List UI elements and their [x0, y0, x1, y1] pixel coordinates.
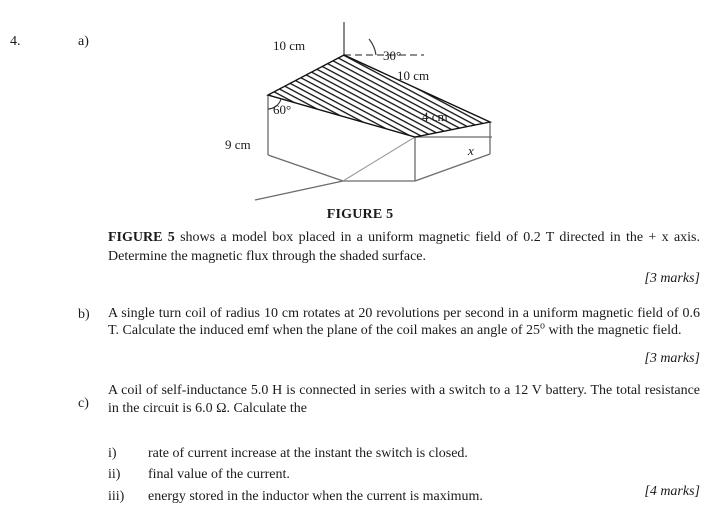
part-c-text: A coil of self-inductance 5.0 H is connected in series with a switch to a 12 V battery. The total resistance in the circuit is 6.0 Ω. Calculate the	[108, 383, 700, 416]
box-bottom-right-edge	[415, 154, 490, 181]
figure-label-axis-x: x	[468, 143, 474, 158]
angle-arc-30	[369, 39, 376, 55]
figure-label-angle-top: 30°	[383, 48, 402, 63]
part-a-body: shows a model box placed in a uniform magnetic field of 0.2 T directed in the + x axis. Determine the magnetic flux through the shaded surface.	[108, 230, 701, 264]
list-item	[108, 443, 700, 464]
figure-label-top-left-length: 10 cm	[273, 38, 306, 53]
list-item-text: rate of current increase at the instant the switch is closed.	[148, 446, 468, 461]
figure-label-left-height: 9 cm	[225, 137, 251, 152]
part-c-sublist	[108, 443, 700, 507]
list-item-numeral: iii)	[108, 488, 125, 504]
list-item	[108, 486, 700, 507]
part-c-marks: [4 marks]	[644, 484, 700, 499]
list-item-numeral: ii)	[108, 467, 121, 483]
part-b-marks: [3 marks]	[644, 351, 700, 366]
figure-label-angle-left: 60°	[273, 102, 292, 117]
part-a-marks: [3 marks]	[644, 271, 700, 286]
figure-label-right-height: 4 cm	[422, 109, 448, 124]
list-item	[108, 464, 700, 485]
y-axis-line	[255, 181, 343, 200]
shaded-inclined-surface	[268, 55, 490, 137]
part-b-body-after: with the magnetic field.	[545, 323, 682, 339]
box-internal-edge	[343, 137, 415, 181]
figure-caption: FIGURE 5	[326, 207, 394, 222]
part-b-body-before: A single turn coil of radius 10 cm rotates at 20 revolutions per second in a uniform magnetic field of 0.6 T. Calculate the induced emf when the plane of the coil makes an angle of 25	[108, 306, 700, 339]
part-b-degree-superscript: o	[540, 320, 546, 332]
list-item-text: final value of the current.	[148, 467, 290, 483]
figure-5-diagram	[225, 14, 510, 204]
part-label-a: a)	[78, 34, 89, 49]
question-number: 4.	[10, 34, 21, 49]
list-item-text: energy stored in the inductor when the current is maximum.	[148, 488, 483, 504]
part-a-bold-lead: FIGURE 5	[108, 230, 175, 245]
part-label-b: b)	[78, 307, 90, 322]
box-bottom-left-edge	[268, 155, 343, 181]
list-item-numeral: i)	[108, 446, 117, 461]
figure-label-top-right-length: 10 cm	[397, 68, 430, 83]
part-a-text	[108, 229, 700, 266]
part-label-c: c)	[78, 396, 89, 411]
part-b-text	[108, 305, 700, 339]
